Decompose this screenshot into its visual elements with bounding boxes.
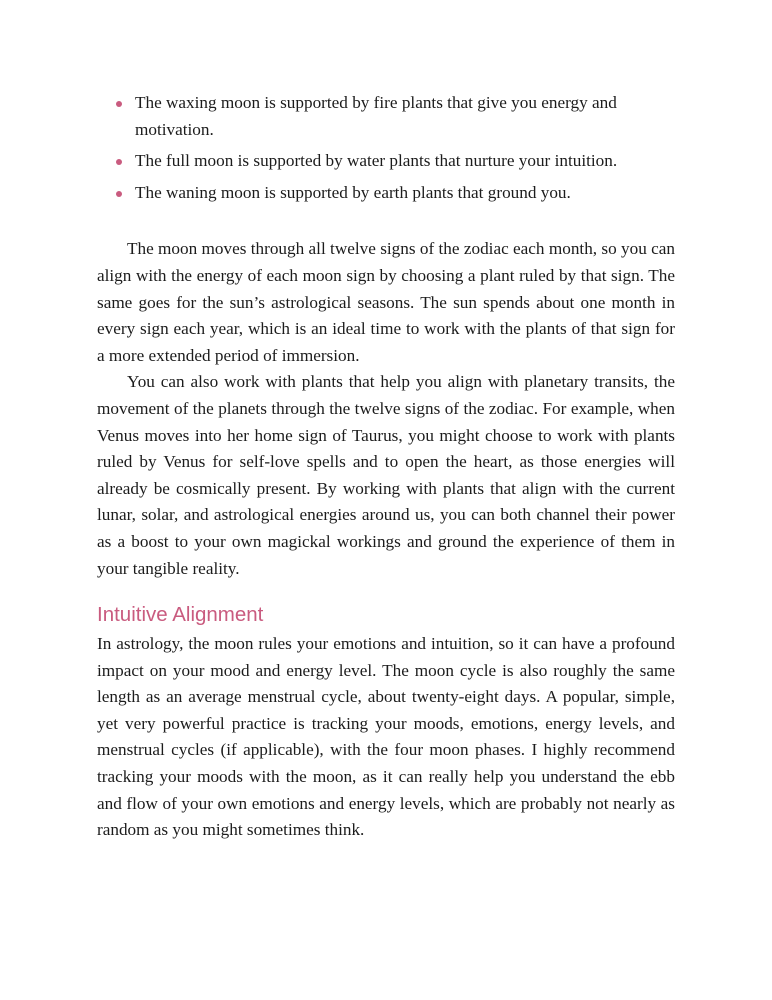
list-item-text: The waxing moon is supported by fire plants that give you energy and motivation. <box>135 93 617 139</box>
section-heading: Intuitive Alignment <box>97 603 264 627</box>
moon-phase-list <box>97 90 675 206</box>
book-page <box>97 90 675 844</box>
list-item <box>97 90 675 143</box>
body-paragraph: The moon moves through all twelve signs of the zodiac each month, so you can align with the energy of each moon sign by choosing a plant ruled by that sign. The same goes for the sun’s astrological seasons. The sun spends about one month in every sign each year, which is an ideal time to work with the plants of that sign for a more extended period of immersion. <box>97 239 675 365</box>
bullet-dot-icon <box>116 159 122 165</box>
list-item-text: The waning moon is supported by earth plants that ground you. <box>135 182 571 202</box>
body-paragraph: You can also work with plants that help you align with planetary transits, the movement of the planets through the twelve signs of the zodiac. For example, when Venus moves into her home sign of Taurus, you might choose to work with plants ruled by Venus for self-love spells and to open the heart, as those energies will already be cosmically present. By working with plants that align with the current lunar, solar, and astrological energies around us, you can both channel their power as a boost to your own magickal workings and ground the experience of them in your tangible reality. <box>97 372 675 578</box>
bullet-dot-icon <box>116 101 122 107</box>
list-item <box>97 180 675 207</box>
list-item-text: The full moon is supported by water plants that nurture your intuition. <box>135 151 618 171</box>
bullet-dot-icon <box>116 191 122 197</box>
list-item <box>97 148 675 175</box>
section-body-paragraph: In astrology, the moon rules your emotions and intuition, so it can have a profound impact on your mood and energy level. The moon cycle is also roughly the same length as an average menstrual cycle, about twenty-eight days. A popular, simple, yet very powerful practice is tracking your moods, emotions, energy levels, and menstrual cycles (if applicable), with the four moon phases. I highly recommend tracking your moods with the moon, as it can really help you understand the ebb and flow of your own emotions and energy levels, which are probably not nearly as random as you might sometimes think. <box>97 634 675 840</box>
